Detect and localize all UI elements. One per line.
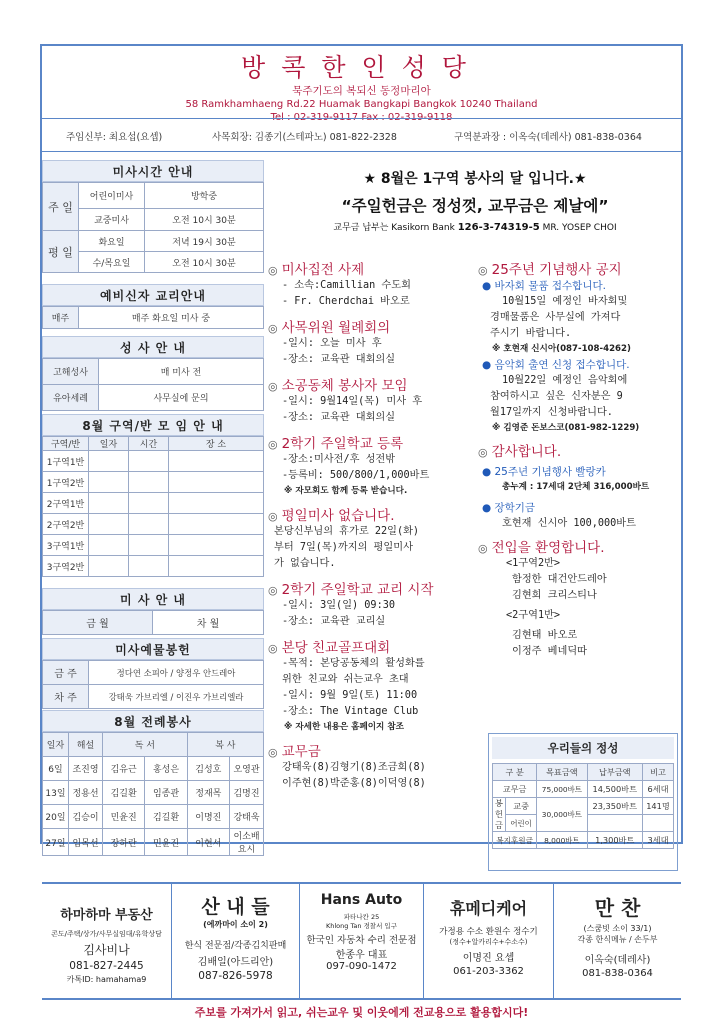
table-cell: 어린이 [506, 815, 537, 832]
district-row: 3구역1반 [43, 535, 89, 556]
mass-info-table [42, 610, 264, 635]
welcome-member: 김현태 바오로 [512, 630, 578, 641]
table-cell: 김승이 [69, 805, 103, 829]
notice-column-right [478, 258, 682, 660]
table-cell: 조진영 [69, 757, 103, 781]
ad-auto [300, 884, 424, 998]
notice-line: -등록비: 500/800/1,000바트 [282, 470, 430, 481]
ad-name: 산 내 들 [201, 896, 270, 918]
next-month: 차 월 [153, 611, 264, 635]
table-cell: 13일 [43, 781, 69, 805]
mass-time: 방학중 [145, 183, 264, 209]
table-cell: 1,300바트 [587, 832, 642, 849]
table-cell: 75,000바트 [537, 781, 587, 798]
notice-line: 위한 친교와 쉬는교우 초대 [282, 674, 409, 685]
sacrament-title: 성 사 안 내 [42, 336, 264, 358]
bullet-icon: ● [482, 359, 495, 371]
notice-line: 참여하시고 싶은 신자분은 9 [490, 391, 623, 402]
this-month: 금 월 [43, 611, 153, 635]
ad-sub: (정수+알카리수+수소수) [449, 938, 528, 946]
table-row [43, 757, 264, 781]
mass-time-table [42, 182, 264, 273]
mass-info-section [42, 588, 264, 635]
notice-line: 10월22일 예정인 음악회에 [502, 375, 628, 386]
notice-line: 가 없습니다. [274, 558, 336, 569]
notice-note: ※ 자세한 내용은 홈페이지 참조 [284, 722, 404, 732]
table-cell: 정용선 [69, 781, 103, 805]
ad-manchan [554, 884, 681, 998]
bullet-icon: ● [482, 280, 495, 292]
pledge-box [488, 733, 678, 871]
anniversary-title [478, 258, 682, 278]
priest-info: 주임신부: 최요섭(요셉) [66, 132, 163, 143]
notice-line: 이주현(8)박준홍(8)이덕영(8) [282, 778, 426, 789]
table-cell: 23,350바트 [587, 798, 642, 815]
offering-section [42, 638, 264, 709]
welcome-member: 함정한 대건안드레아 [512, 574, 607, 585]
table-cell: 임종관 [145, 781, 187, 805]
catechism-title: 예비신자 교리안내 [42, 284, 264, 306]
table-cell: 27일 [43, 829, 69, 856]
bank-info [268, 220, 682, 233]
offering-slogan: “주일헌금은 정성껏, 교무금은 제날에” [341, 197, 609, 215]
notice-column-left [268, 258, 474, 792]
notice-title-text: 미사집전 사제 [281, 262, 365, 278]
ad-restaurant [172, 884, 300, 998]
ad-name: 하마하마 부동산 [60, 908, 153, 923]
circle-icon: ◎ [268, 584, 278, 597]
col-header: 장 소 [169, 437, 264, 451]
church-subtitle: 묵주기도의 복되신 동정마리아 [292, 85, 431, 97]
notice-title-text: 교무금 [281, 744, 321, 760]
service-month: ★ 8월은 1구역 봉사의 달 입니다.★ [363, 171, 587, 187]
bullet-icon: ● [482, 502, 495, 514]
liturgy-title: 8월 전례봉사 [42, 710, 264, 732]
notice-title [268, 636, 474, 656]
thanks-item [478, 500, 682, 516]
top-notice [268, 160, 682, 233]
circle-icon: ◎ [478, 542, 488, 555]
offering-value: 정다연 소피아 / 양정우 안드레아 [89, 661, 264, 685]
col-header: 구 분 [493, 764, 537, 781]
bullet-icon: ● [482, 466, 495, 478]
table-row [43, 829, 264, 856]
ad-phone: 087-826-5978 [198, 970, 273, 982]
sacrament-section [42, 336, 264, 411]
offering-label: 차 주 [43, 685, 89, 709]
ad-person: 김배일(아드리안) [197, 957, 274, 968]
notice-line: 강태욱(8)김형기(8)조금희(8) [282, 762, 426, 773]
mass-name: 어린이미사 [79, 183, 145, 209]
notice-line: - 소속:Camillian 수도회 [282, 280, 411, 291]
church-address: 58 Ramkhamhaeng Rd.22 Huamak Bangkapi Bangkok 10240 Thailand [185, 99, 538, 110]
notice-line: 본당신부님의 휴가로 22일(화) [274, 526, 420, 537]
sacrament-label: 고해성사 [43, 359, 99, 385]
thanks-item [478, 464, 682, 480]
sacrament-label: 유아세례 [43, 385, 99, 411]
mass-name: 교중미사 [79, 209, 145, 231]
circle-icon: ◎ [268, 746, 278, 759]
table-cell: 8,000바트 [537, 832, 587, 849]
mass-time-title: 미사시간 안내 [42, 160, 264, 182]
ad-person: 김사비나 [83, 943, 130, 957]
pledge-table [492, 763, 674, 849]
ad-name: 휴메디케어 [449, 899, 528, 918]
ad-desc: 한국인 자동차 수리 전문점 [306, 935, 417, 946]
notice-line: 10월15일 예정인 바자회및 [502, 296, 628, 307]
col-header: 독 서 [103, 733, 188, 757]
ad-sub: (에까마이 소이 2) [203, 920, 268, 929]
welcome-title-text: 전입을 환영합니다. [491, 540, 605, 556]
col-header: 납부금액 [587, 764, 642, 781]
table-cell: 3세대 [642, 832, 673, 849]
church-title: 방콕한인성당 [241, 53, 482, 82]
notice-line: 월17일까지 신청바랍니다. [490, 407, 613, 418]
ad-desc: 콘도/주택/상가/사무실임대/유학상담 [51, 930, 162, 938]
ad-desc: 한식 전문점/각종김치판매 [184, 941, 287, 951]
circle-icon: ◎ [268, 510, 278, 523]
welcome-group: <2구역1반> [506, 610, 561, 621]
notice-line: -일시: 오늘 미사 후 [282, 338, 382, 349]
notice-line: -일시: 9월14일(목) 미사 후 [282, 396, 423, 407]
col-header: 시간 [129, 437, 169, 451]
notice-line: -장소: 교육관 교리실 [282, 616, 386, 627]
notice-title-text: 본당 친교골프대회 [281, 640, 391, 656]
notice-title-text: 소공동체 봉사자 모임 [281, 378, 408, 394]
welcome-title [478, 536, 682, 556]
table-cell: 장하란 [103, 829, 145, 856]
table-row [43, 781, 264, 805]
table-cell: 오영관 [230, 757, 264, 781]
col-header: 복 사 [187, 733, 263, 757]
thanks-item-text: 25주년 기념행사 빨랑카 [494, 466, 606, 478]
thanks-title [478, 440, 682, 460]
notice-line: 주시기 바랍니다. [490, 328, 572, 339]
table-cell: 이소배 요시 [230, 829, 264, 856]
catechism-table [42, 306, 264, 329]
ad-desc: 가정용 수소 환원수 정수기 [439, 927, 538, 937]
sacrament-value: 매 미사 전 [99, 359, 264, 385]
thanks-item-text: 장학기금 [494, 502, 536, 514]
catechism-label: 매주 [43, 307, 79, 329]
thanks-detail: 총누계 : 17세대 2단체 316,000바트 [502, 482, 650, 492]
district-row: 2구역2반 [43, 514, 89, 535]
ad-water [424, 884, 554, 998]
table-cell: 교무금 [493, 781, 537, 798]
ad-name: 만 찬 [594, 896, 641, 920]
ad-phone: 061-203-3362 [453, 966, 524, 977]
notice-note: ※ 자모회도 함께 등록 받습니다. [284, 486, 408, 496]
district-row: 1구역2반 [43, 472, 89, 493]
circle-icon: ◎ [478, 446, 488, 459]
notice-line: -장소: 교육관 대회의실 [282, 412, 396, 423]
anniversary-title-text: 25주년 기념행사 공지 [491, 262, 622, 278]
district-meeting-section [42, 414, 264, 577]
bank-account: 126-3-74319-5 [457, 222, 540, 233]
table-cell: 141명 [642, 798, 673, 815]
bazaar-contact: ※ 호현재 신시아(087-108-4262) [492, 344, 631, 354]
notice-title [268, 504, 474, 524]
table-cell: 봉헌금 [493, 798, 506, 832]
ad-bar [42, 882, 681, 1000]
notice-title-text: 2학기 주일학교 교리 시작 [281, 582, 434, 598]
notice-title [268, 374, 474, 394]
table-cell: 교중 [506, 798, 537, 815]
pledge-title: 우리들의 정성 [492, 737, 674, 759]
chair-info: 사목회장: 김종기(스테파노) 081-822-2328 [212, 132, 397, 143]
notice-title-text: 사목위원 월례회의 [281, 320, 391, 336]
table-cell: 이현서 [187, 829, 229, 856]
notice-title [268, 578, 474, 598]
col-header: 일자 [89, 437, 129, 451]
col-header: 일자 [43, 733, 69, 757]
circle-icon: ◎ [268, 264, 278, 277]
table-cell: 김유근 [103, 757, 145, 781]
catechism-section [42, 284, 264, 329]
music-title-text: 음악회 출연 신청 접수합니다. [494, 359, 630, 371]
table-cell: 김길환 [103, 781, 145, 805]
music-title [478, 357, 682, 373]
bazaar-title [478, 278, 682, 294]
circle-icon: ◎ [268, 642, 278, 655]
table-row [43, 805, 264, 829]
ad-person: 이명진 요셉 [462, 953, 515, 964]
table-cell: 정재목 [187, 781, 229, 805]
church-phone: Tel : 02-319-9117 Fax : 02-319-9118 [270, 112, 453, 123]
notice-line: -장소: 교육관 대회의실 [282, 354, 396, 365]
notice-line: -일시: 3일(일) 09:30 [282, 600, 395, 611]
circle-icon: ◎ [268, 380, 278, 393]
ad-person: 이옥숙(데레사) [584, 955, 651, 966]
weekday-label: 평 일 [43, 231, 79, 273]
district-row: 3구역2반 [43, 556, 89, 577]
district-meeting-title: 8월 구역/반 모 임 안 내 [42, 414, 264, 436]
notice-title [268, 316, 474, 336]
ad-realestate [42, 884, 172, 998]
table-cell: 임목선 [69, 829, 103, 856]
notice-line: -장소:미사전/후 성전밖 [282, 454, 396, 465]
table-cell: 복지후원금 [493, 832, 537, 849]
notice-title [268, 258, 474, 278]
table-cell: 이명진 [187, 805, 229, 829]
district-row: 2구역1반 [43, 493, 89, 514]
circle-icon: ◎ [268, 322, 278, 335]
sunday-label: 주 일 [43, 183, 79, 231]
col-header: 목표금액 [537, 764, 587, 781]
district-info: 구역분과장 : 이옥숙(데레사) 081-838-0364 [454, 132, 642, 143]
notice-title-text: 2학기 주일학교 등록 [281, 436, 404, 452]
notice-title-text: 평일미사 없습니다. [281, 508, 395, 524]
mass-name: 화요일 [79, 231, 145, 252]
col-header: 해설 [69, 733, 103, 757]
table-cell: 김명진 [230, 781, 264, 805]
table-cell: 강태욱 [230, 805, 264, 829]
welcome-group: <1구역2반> [506, 558, 561, 569]
offering-value: 강태욱 가브리엘 / 이진우 가브리엘라 [89, 685, 264, 709]
offering-title: 미사예물봉헌 [42, 638, 264, 660]
notice-line: -장소: The Vintage Club [282, 706, 419, 717]
ad-sub: 파타나칸 25 [343, 913, 380, 921]
table-cell: 민윤진 [103, 805, 145, 829]
ad-sub: Khlong Tan 경찰서 입구 [325, 922, 397, 930]
notice-line: -목적: 본당공동체의 활성화를 [282, 658, 425, 669]
thanks-detail: 호현재 신시아 100,000바트 [502, 518, 636, 529]
welcome-member: 김현희 크리스티나 [512, 590, 597, 601]
footer-message: 주보를 가져가서 읽고, 쉬는교우 및 이웃에게 전교용으로 활용합시다! [194, 1006, 529, 1019]
bank-name: MR. YOSEP CHOI [542, 223, 617, 233]
mass-time-section [42, 160, 264, 273]
table-cell: 14,500바트 [587, 781, 642, 798]
col-header: 구역/반 [43, 437, 89, 451]
church-header [42, 46, 681, 123]
bank-label: 교무금 납부는 Kasikorn Bank [333, 223, 455, 233]
ad-phone: 097-090-1472 [326, 961, 397, 972]
col-header: 비고 [642, 764, 673, 781]
table-cell: 30,000바트 [537, 798, 587, 832]
ad-extra: 카톡ID: hamahama9 [66, 975, 147, 984]
liturgy-table [42, 732, 264, 856]
mass-time: 오전 10시 30분 [145, 252, 264, 273]
notice-line: 부터 7일(목)까지의 평일미사 [274, 542, 413, 553]
notice-title [268, 432, 474, 452]
mass-time: 오전 10시 30분 [145, 209, 264, 231]
circle-icon: ◎ [478, 264, 488, 277]
mass-info-title: 미 사 안 내 [42, 588, 264, 610]
offering-table [42, 660, 264, 709]
district-meeting-table [42, 436, 264, 577]
notice-line: 경매물품은 사무실에 가져다 [490, 312, 621, 323]
ad-desc: 각종 한식메뉴 / 손두부 [577, 935, 658, 944]
sacrament-value: 사무실에 문의 [99, 385, 264, 411]
thanks-title-text: 감사합니다. [491, 444, 562, 460]
table-cell: 김성호 [187, 757, 229, 781]
welcome-member: 이정주 베네딕따 [512, 646, 588, 657]
ad-phone: 081-827-2445 [69, 960, 144, 972]
music-contact: ※ 김영준 돈보스코(081-982-1229) [492, 423, 640, 433]
ad-phone: 081-838-0364 [582, 968, 653, 979]
table-cell: 김길환 [145, 805, 187, 829]
sacrament-table [42, 358, 264, 411]
circle-icon: ◎ [268, 438, 278, 451]
table-cell: 홍성은 [145, 757, 187, 781]
table-cell: 6세대 [642, 781, 673, 798]
table-cell: 6일 [43, 757, 69, 781]
offering-label: 금 주 [43, 661, 89, 685]
mass-name: 수/목요일 [79, 252, 145, 273]
district-row: 1구역1반 [43, 451, 89, 472]
table-cell: 20일 [43, 805, 69, 829]
ad-name: Hans Auto [320, 892, 403, 908]
ad-sub: (스쿰빗 소이 33/1) [583, 924, 652, 933]
catechism-value: 매주 화요일 미사 중 [79, 307, 264, 329]
table-cell: 민윤진 [145, 829, 187, 856]
notice-line: - Fr. Cherdchai 바오로 [282, 296, 410, 307]
liturgy-section [42, 710, 264, 856]
ad-person: 한종우 대표 [335, 950, 388, 961]
notice-line: -일시: 9월 9일(토) 11:00 [282, 690, 418, 701]
mass-time: 저녁 19시 30분 [145, 231, 264, 252]
notice-title [268, 740, 474, 760]
staff-bar [42, 118, 681, 152]
bazaar-title-text: 바자회 물품 접수합니다. [494, 280, 606, 292]
